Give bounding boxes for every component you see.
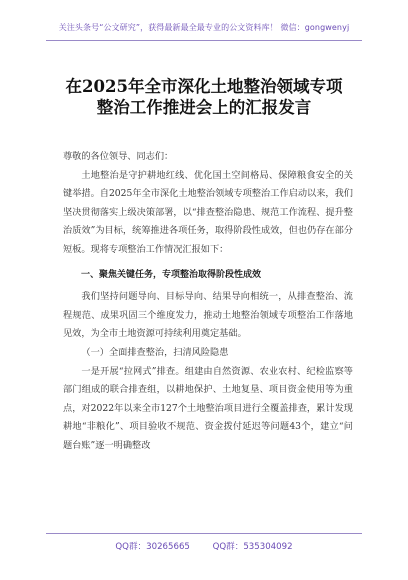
header-divider bbox=[46, 40, 362, 41]
document-body bbox=[63, 148, 353, 456]
footer-qq-group-1: QQ群：30265665 bbox=[115, 542, 190, 552]
intro-paragraph: 土地整治是守护耕地红线、优化国土空间格局、保障粮食安全的关键举措。自2025年全市深化土地整治领域专项整治工作启动以来，我们坚决贯彻落实上级决策部署，以“排查整治隐患、规范工作流程、提升整治质效”为目标，统筹推进各项任务，取得阶段性成效，但也仍存在部分短板。现将专项整治工作情况汇报如下： bbox=[63, 169, 353, 255]
footer-qq-group-2: QQ群：535304092 bbox=[212, 542, 293, 552]
subsection-1-paragraph: 一是开展“拉网式”排查。组建由自然资源、农业农村、纪检监察等部门组成的联合排查组，以耕地保护、土地复垦、项目资金使用等为重点，对2022年以来全市127个土地整治项目进行全覆盖排查，累计发现耕地“非粮化”、项目验收不规范、资金拨付延迟等问题43个，建立“问题台账”逐一明确整改 bbox=[63, 365, 353, 451]
subsection-heading-1: （一）全面排查整治，扫清风险隐患 bbox=[81, 346, 229, 358]
title-line-2: 整治工作推进会上的汇报发言 bbox=[96, 98, 312, 117]
salutation: 尊敬的各位领导、同志们： bbox=[63, 151, 174, 162]
footer bbox=[0, 540, 408, 552]
footer-divider bbox=[46, 533, 362, 534]
section-heading-1: 一、聚焦关键任务，专项整治取得阶段性成效 bbox=[81, 269, 262, 280]
document-title bbox=[40, 76, 368, 118]
section-1-paragraph: 我们坚持问题导向、目标导向、结果导向相统一，从排查整治、流程规范、成果巩固三个维度发力，推动土地整治领域专项整治工作落地见效，为全市土地资源可持续利用奠定基础。 bbox=[63, 291, 353, 340]
title-line-1: 在2025年全市深化土地整治领域专项 bbox=[65, 77, 343, 96]
header-banner: 关注头条号“公文研究”，获得最新最全最专业的公文资料库！ 微信：gongwenyj bbox=[58, 23, 350, 32]
